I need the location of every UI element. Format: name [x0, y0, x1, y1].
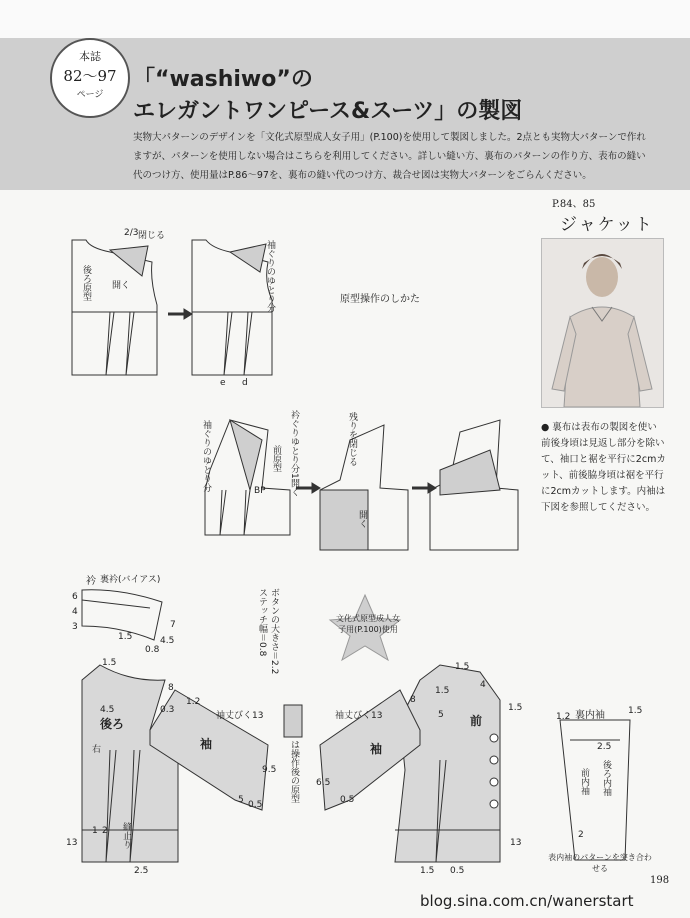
measure: 3	[72, 622, 78, 632]
label-open: 開く	[112, 281, 131, 291]
measure: 0.5	[248, 800, 263, 810]
intro-text: 実物大パターンのデザインを「文化式原型成人女子用」(P.100)を使用して製図しました。2点とも実物大パターンで作れますが、パターンを使用しない場合はこちらを利用してください。詳しい縫い方、裏布のパターンの作り方、表布の縫い代のつけ方、使用量はP.86～97を、裏布の縫い代のつけ方、裁合せ図は実物大パターンをごらんください。	[133, 132, 646, 181]
diagram-caption: 原型操作のしかた	[340, 294, 420, 305]
label-e: e	[220, 378, 226, 388]
label-d: d	[242, 378, 248, 388]
measure: 5	[238, 795, 244, 805]
measure: 4.5	[160, 636, 175, 646]
measure: 1.5	[420, 866, 435, 876]
source-url: blog.sina.com.cn/wanerstart	[420, 892, 634, 910]
measure: 1.2	[186, 697, 201, 707]
measure: 1.5	[455, 662, 470, 672]
measure: 1	[92, 826, 98, 836]
measure: 1.2	[556, 712, 571, 722]
inner-sleeve-back: 後ろ内袖	[601, 760, 611, 796]
measure: 1.5	[102, 658, 117, 668]
measure: 1.5	[118, 632, 133, 642]
measure: 13	[66, 838, 78, 848]
measure: 4	[72, 607, 78, 617]
measure: 6	[72, 592, 78, 602]
page-number: 198	[650, 875, 670, 886]
inner-sleeve-note: 表内袖のパターンを突き合わせる	[548, 853, 652, 873]
sleeve-length-back: 袖丈びく13	[216, 711, 264, 721]
label-sleeve-ease-2: 袖ぐりのゆとり分	[201, 420, 211, 492]
inner-sleeve-front: 前内袖	[579, 768, 589, 795]
collar-title: 衿	[86, 576, 96, 587]
page-title-line1: 「“washiwo”の	[133, 67, 313, 92]
label-close: 閉じる	[138, 231, 166, 241]
measure: 0.8	[145, 645, 160, 655]
measure: 1.5	[628, 706, 643, 716]
measure: 8	[410, 695, 416, 705]
front-body-label: 前	[470, 714, 483, 728]
measure: 1.5	[508, 703, 523, 713]
measure: 13	[510, 838, 522, 848]
sleeve-front-label: 袖	[370, 742, 383, 756]
jacket-title: ジャケット	[560, 215, 654, 235]
label-collar-ease: 衿ぐりゆとり分1開く	[289, 410, 299, 497]
measure: 4.5	[100, 705, 115, 715]
page-title-line2: エレガントワンピース&スーツ」の製図	[133, 99, 523, 124]
inner-sleeve-title: 裏内袖	[575, 710, 605, 721]
badge-bottom: ページ	[76, 90, 104, 100]
measure: 5	[438, 710, 444, 720]
measure: 7	[170, 620, 176, 630]
measure: 2	[578, 830, 584, 840]
back-body-label: 後ろ	[100, 717, 125, 731]
label-two-thirds: 2/3	[124, 228, 139, 238]
measure: 9.5	[262, 765, 277, 775]
label-bp: BP	[254, 486, 266, 496]
measure: 1.5	[435, 686, 450, 696]
measure: 0.5	[340, 795, 355, 805]
collar-subtitle: 裏衿(バイアス)	[100, 575, 161, 585]
right-label: 右	[92, 745, 102, 755]
measure: 2.5	[597, 742, 612, 752]
button-size-note: ボタンの大きさ＝2.2	[269, 588, 279, 675]
label-sleeve-ease: 袖ぐりのゆとり分	[265, 240, 275, 312]
label-back-block: 後ろ原型	[81, 265, 91, 301]
sleeve-length-front: 袖丈びく13	[335, 711, 383, 721]
label-open-2: 開く	[357, 510, 367, 528]
stitch-width-note: ステッチ幅＝0.8	[257, 588, 267, 657]
sleeve-back-label: 袖	[200, 737, 213, 751]
measure: 0.5	[450, 866, 465, 876]
slit-stop-label: 縫止り	[121, 822, 131, 849]
label-remaining-close: 残りを閉じる	[347, 412, 357, 466]
badge-top: 本誌	[79, 50, 101, 63]
badge-pages: 82～97	[63, 67, 117, 85]
page-reference: P.84、85	[552, 199, 596, 210]
star-badge-text: 文化式原型成人女子用(P.100)使用	[336, 614, 400, 634]
measure: 2	[102, 826, 108, 836]
measure: 2.5	[134, 866, 149, 876]
measure: 6.5	[316, 778, 331, 788]
measure: 0.3	[160, 705, 175, 715]
label-front-block: 前原型	[271, 445, 281, 472]
lining-note: ● 裏布は表布の製図を使い前後身頃は見返し部分を除いて、袖口と裾を平行に2cmカット、前後脇身頃は裾を平行に2cmカットします。内袖は下図を参照してください。	[541, 422, 666, 513]
measure: 8	[168, 683, 174, 693]
measure: 4	[480, 680, 486, 690]
legend-note: は操作後の原型	[289, 740, 299, 803]
